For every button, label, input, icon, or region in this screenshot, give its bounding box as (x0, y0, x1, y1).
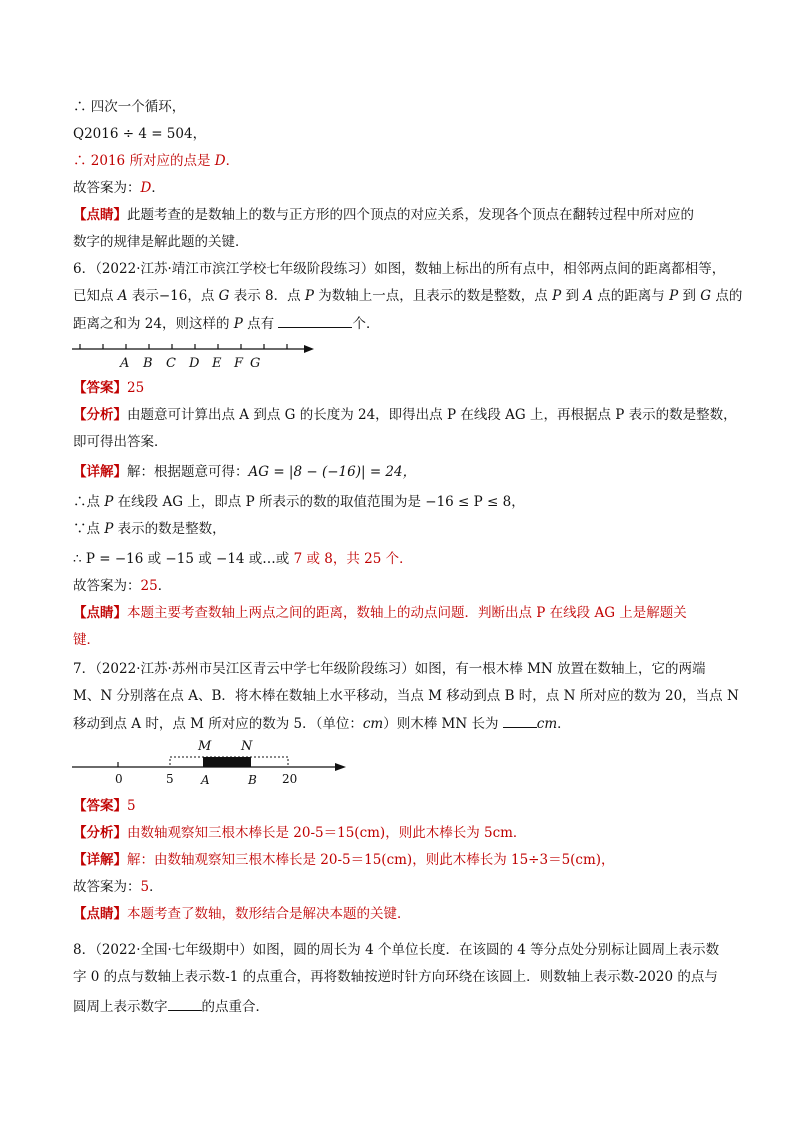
axis-label: E (212, 356, 222, 371)
axis-label: 0 (115, 772, 123, 786)
axis-label: B (143, 356, 153, 371)
axis-label: C (166, 356, 176, 371)
axis-label: G (250, 356, 261, 371)
axis-label: A (201, 773, 210, 787)
text-line: 【分析】由数轴观察知三根木棒长是 20-5＝15(cm)，则此木棒长为 5cm． (73, 825, 527, 841)
text-line: ∴ P = −16 或 −15 或 −14 或…或 7 或 8，共 25 个． (73, 551, 413, 567)
answer-blank (168, 996, 202, 1011)
text-line: 移动到点 A 时，点 M 所对应的数为 5．（单位：cm）则木棒 MN 长为 cm． (73, 713, 571, 734)
axis-label: A (120, 356, 130, 371)
stick-label: N (241, 739, 253, 754)
answer-blank (503, 713, 537, 728)
text-line: 故答案为：25． (73, 578, 172, 594)
answer-line: 【答案】25 (73, 380, 145, 396)
axis-label: F (234, 356, 244, 371)
text-line: 已知点 A 表示−16，点 G 表示 8．点 P 为数轴上一点，且表示的数是整数，点 P 到 A 点的距离与 P 到 G 点的 (73, 288, 743, 304)
axis-label: 5 (166, 772, 174, 786)
question-7: 7．（2022·江苏·苏州市吴江区青云中学七年级阶段练习）如图，有一根木棒 MN 放置在数轴上，它的两端 (73, 661, 706, 677)
answer-line: 【答案】5 (73, 798, 136, 814)
text-line: 【点睛】此题考查的是数轴上的数与正方形的四个顶点的对应关系，发现各个顶点在翻转过程中所对应的 (73, 207, 694, 223)
text-line: 【点睛】本题考查了数轴，数形结合是解决本题的关键． (73, 906, 411, 922)
text-line: 故答案为：D． (73, 180, 165, 196)
number-line-figure-2 (70, 737, 350, 789)
question-8: 8．（2022·全国·七年级期中）如图，圆的周长为 4 个单位长度．在该圆的 4 等分点处分别标让圆周上表示数 (73, 942, 720, 958)
text-line: 【点睛】本题主要考查数轴上两点之间的距离，数轴上的动点问题．判断出点 P 在线段 AG 上是解题关 (73, 605, 687, 621)
text-line: M、N 分别落在点 A、B．将木棒在数轴上水平移动，当点 M 移动到点 B 时，点 N 所对应的数为 20，当点 N (73, 688, 739, 704)
text-line: Q2016 ÷ 4 = 504， (73, 126, 207, 142)
stick-label: M (198, 739, 212, 754)
axis-label: D (189, 356, 200, 371)
text-line: 【详解】解：根据题意可得：AG = |8 − (−16)| = 24， (73, 464, 417, 480)
text-line: ∴点 P 在线段 AG 上，即点 P 所表示的数的取值范围为是 −16 ≤ P ≤ 8， (73, 494, 525, 510)
text-line: 【分析】由题意可计算出点 A 到点 G 的长度为 24，即得出点 P 在线段 AG 上，再根据点 P 表示的数是整数， (73, 407, 737, 423)
text-line: 字 0 的点与数轴上表示数-1 的点重合，再将数轴按逆时针方向环绕在该圆上．则数轴上表示数-2020 的点与 (73, 969, 718, 985)
axis-label: 20 (282, 772, 298, 786)
text-line: ∴ 2016 所对应的点是 D． (73, 153, 240, 169)
text-line: 即可得出答案． (73, 434, 168, 450)
question-6: 6．（2022·江苏·靖江市滨江学校七年级阶段练习）如图，数轴上标出的所有点中，相邻两点间的距离都相等， (73, 261, 726, 277)
text-line: 数字的规律是解此题的关键． (73, 234, 249, 250)
text-line: 【详解】解：由数轴观察知三根木棒长是 20-5＝15(cm)，则此木棒长为 15÷3＝5(cm)， (73, 852, 615, 868)
axis-label: B (248, 773, 257, 787)
answer-blank (278, 313, 352, 328)
text-line: ∴ 四次一个循环， (73, 99, 186, 115)
text-line: 距离之和为 24，则这样的 P 点有 个． (73, 313, 379, 334)
text-line: 键． (73, 632, 100, 648)
number-line-figure-1 (70, 338, 330, 372)
text-line: 圆周上表示数字 的点重合． (73, 996, 269, 1017)
text-line: ∵点 P 表示的数是整数， (73, 521, 226, 537)
text-line: 故答案为：5． (73, 879, 163, 895)
